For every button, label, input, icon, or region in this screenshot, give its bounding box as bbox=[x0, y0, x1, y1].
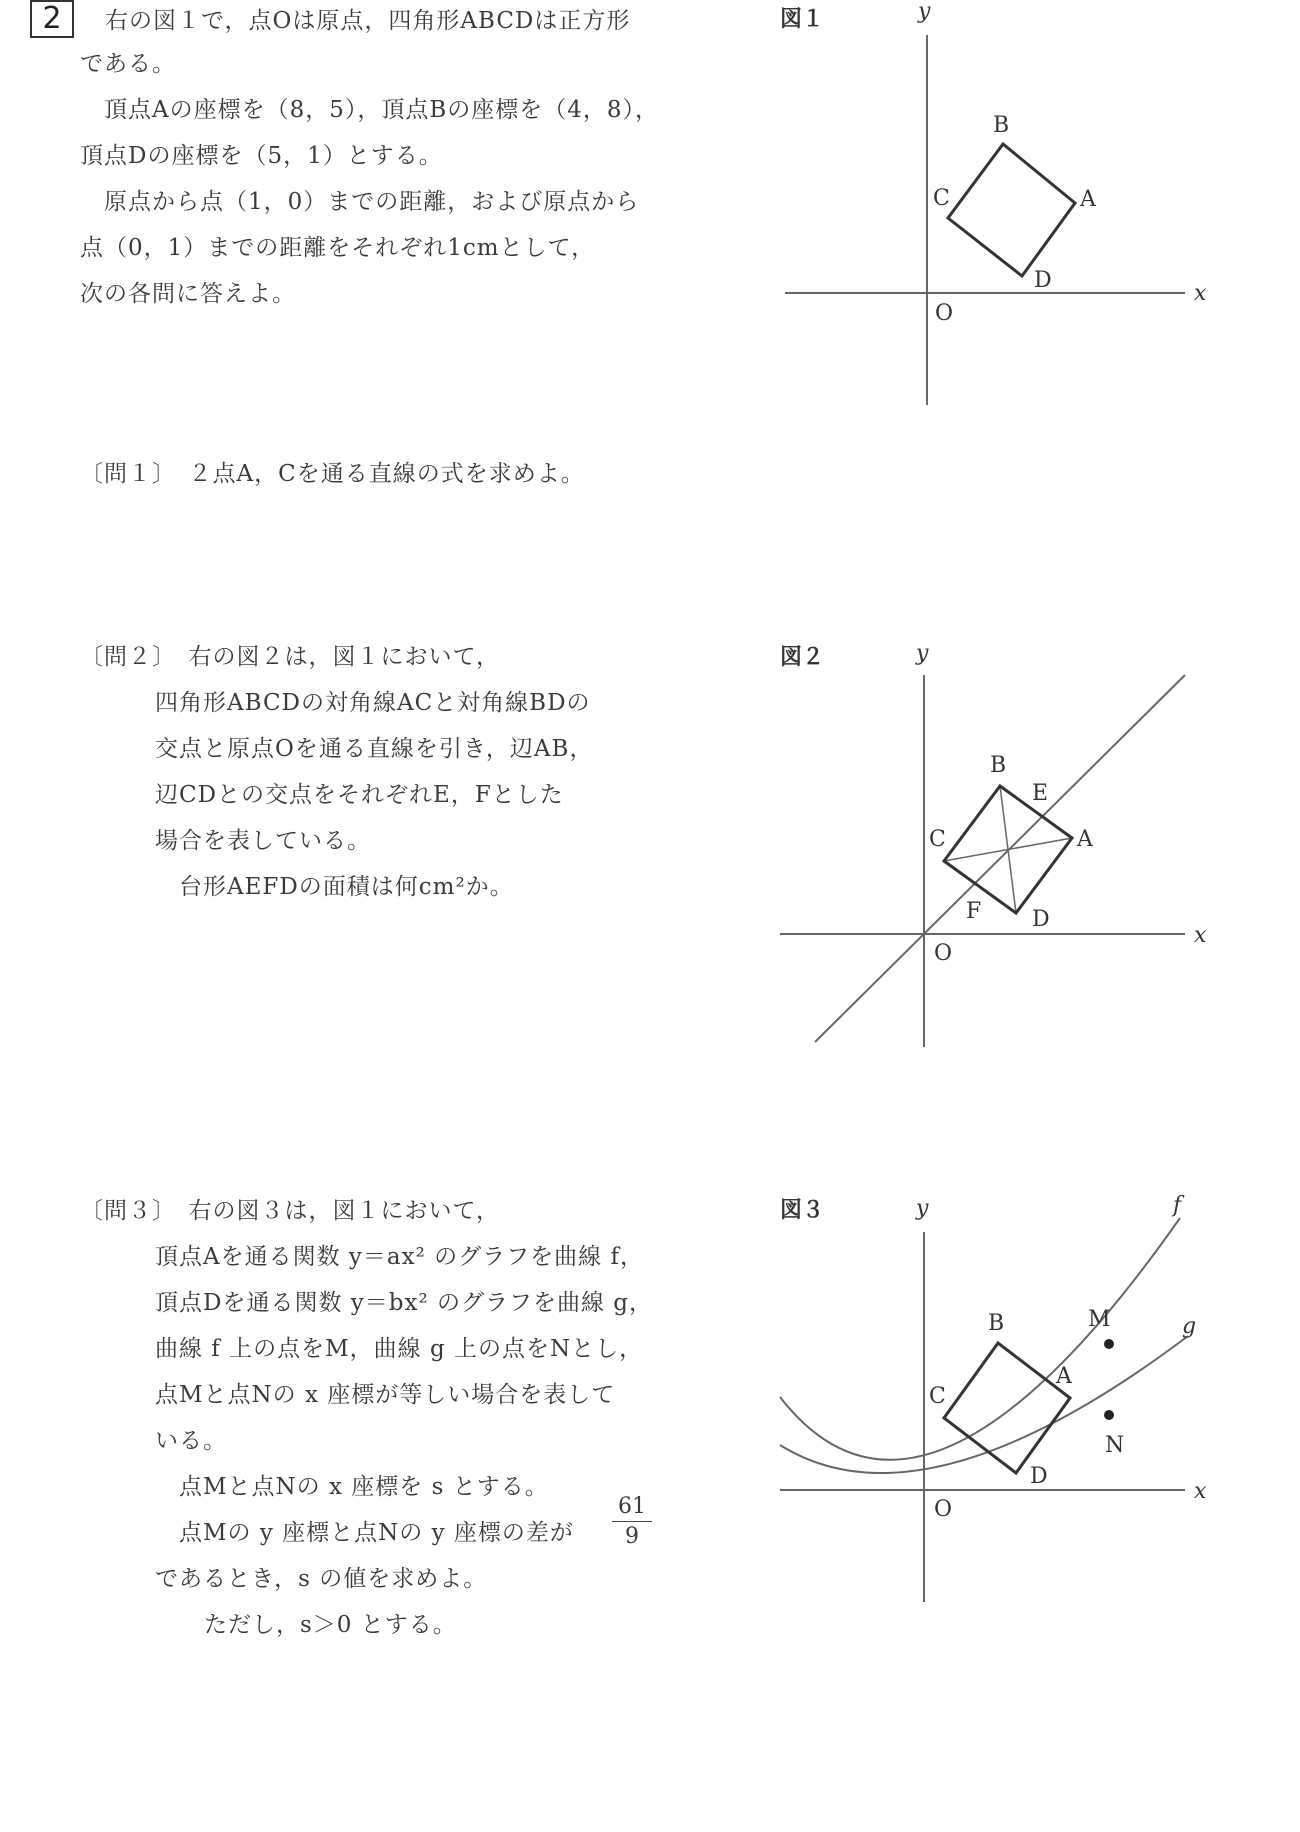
fig3-point-n bbox=[1104, 1410, 1114, 1420]
fig3-label-y: y bbox=[916, 1196, 929, 1221]
fig3-label-x: x bbox=[1194, 1479, 1207, 1504]
intro-line-7: 次の各問に答えよ。 bbox=[80, 281, 296, 307]
fig3-point-m bbox=[1104, 1339, 1114, 1349]
fig2-label-x: x bbox=[1194, 923, 1207, 948]
q3-line-10: ただし，s＞0 とする。 bbox=[180, 1612, 457, 1638]
q2-line-6: 台形AEFDの面積は何cm²か。 bbox=[155, 874, 514, 900]
fraction-denominator: 9 bbox=[625, 1524, 639, 1549]
fig1-label-o: O bbox=[935, 301, 954, 326]
fig3-square-abcd bbox=[944, 1343, 1070, 1473]
q3-line-9: であるとき，s の値を求めよ。 bbox=[155, 1566, 488, 1592]
fig3-label-n: N bbox=[1105, 1433, 1125, 1458]
q3-line-5: 点Mと点Nの x 座標が等しい場合を表して bbox=[155, 1382, 616, 1408]
q2-line-4: 辺CDとの交点をそれぞれE，Fとした bbox=[155, 782, 564, 808]
figure-3-title: 図３ bbox=[780, 1198, 825, 1223]
fig3-label-g: g bbox=[1182, 1314, 1197, 1339]
fig3-label-d: D bbox=[1030, 1464, 1048, 1489]
q3-line-8: 点Mの y 座標と点Nの y 座標の差が bbox=[155, 1520, 574, 1546]
fig3-label-f: f bbox=[1173, 1193, 1182, 1218]
fig2-label-y: y bbox=[916, 641, 929, 666]
fig3-label-a: A bbox=[1056, 1364, 1072, 1389]
fig1-label-d: D bbox=[1034, 268, 1052, 293]
fig1-label-b: B bbox=[993, 113, 1010, 138]
fig2-label-f: F bbox=[966, 899, 982, 924]
question-1: 〔問１〕 ２点A，Cを通る直線の式を求めよ。 bbox=[80, 461, 585, 487]
intro-line-6: 点（0，1）までの距離をそれぞれ1cmとして， bbox=[80, 235, 596, 261]
fig2-label-d: D bbox=[1032, 907, 1050, 932]
fig1-label-c: C bbox=[933, 186, 950, 211]
intro-line-1: 右の図１で，点Oは原点，四角形ABCDは正方形 bbox=[105, 8, 631, 34]
q3-line-1: 〔問３〕 右の図３は，図１において， bbox=[80, 1198, 501, 1224]
q3-line-7: 点Mと点Nの x 座標を s とする。 bbox=[155, 1474, 549, 1500]
fig3-label-b: B bbox=[988, 1311, 1005, 1336]
q2-line-3: 交点と原点Oを通る直線を引き，辺AB， bbox=[155, 736, 594, 762]
fig2-label-o: O bbox=[934, 941, 953, 966]
fig3-label-o: O bbox=[934, 1497, 953, 1522]
intro-line-2: である。 bbox=[80, 51, 176, 77]
intro-line-4: 頂点Dの座標を（5，1）とする。 bbox=[80, 143, 443, 169]
figure-1-title: 図１ bbox=[780, 7, 825, 32]
fig3-label-c: C bbox=[929, 1384, 946, 1409]
q2-line-1: 〔問２〕 右の図２は，図１において， bbox=[80, 644, 501, 670]
q3-line-6: いる。 bbox=[155, 1428, 227, 1454]
fig1-label-a: A bbox=[1080, 187, 1096, 212]
fig1-label-x: x bbox=[1194, 281, 1207, 306]
q3-line-2: 頂点Aを通る関数 y＝ax² のグラフを曲線 f， bbox=[155, 1244, 644, 1270]
fig2-label-e: E bbox=[1032, 781, 1049, 806]
q2-line-2: 四角形ABCDの対角線ACと対角線BDの bbox=[155, 690, 591, 716]
fig2-label-a: A bbox=[1077, 827, 1093, 852]
q2-line-5: 場合を表している。 bbox=[155, 828, 371, 854]
intro-line-3: 頂点Aの座標を（8，5），頂点Bの座標を（4，8）， bbox=[80, 97, 660, 123]
problem-number: 2 bbox=[30, 0, 74, 38]
fig2-label-c: C bbox=[929, 827, 946, 852]
fig3-label-m: M bbox=[1088, 1307, 1111, 1332]
q3-line-3: 頂点Dを通る関数 y＝bx² のグラフを曲線 g， bbox=[155, 1290, 654, 1316]
fig2-label-b: B bbox=[990, 753, 1007, 778]
fig1-label-y: y bbox=[918, 0, 931, 24]
fig3-curve-f bbox=[780, 1218, 1180, 1460]
fraction-numerator: 61 bbox=[618, 1494, 646, 1519]
figure-2-title: 図２ bbox=[780, 645, 825, 670]
q3-line-4: 曲線 f 上の点をM，曲線 g 上の点をNとし， bbox=[155, 1336, 644, 1362]
intro-line-5: 原点から点（1，0）までの距離，および原点から bbox=[80, 189, 640, 215]
fig3-curve-g bbox=[780, 1336, 1188, 1473]
